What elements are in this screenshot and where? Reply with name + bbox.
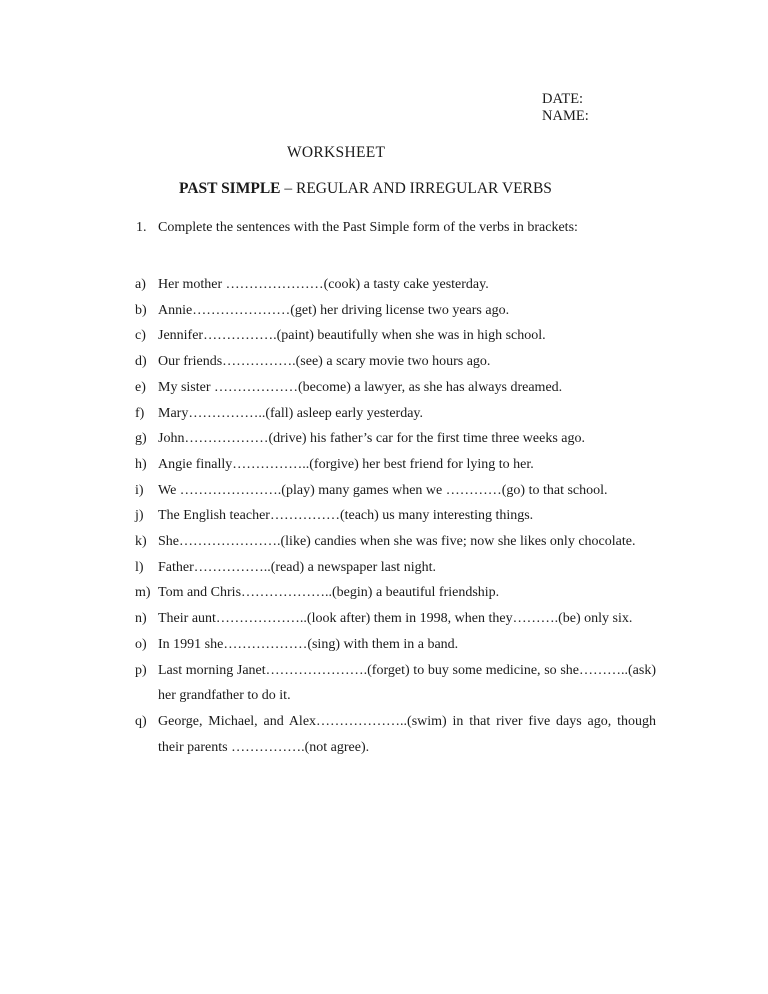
item-text: Their aunt………………..(look after) them in 1998, when they……….(be) only six. — [158, 611, 633, 627]
item-text: My sister ………………(become) a lawyer, as she has always dreamed. — [158, 379, 563, 395]
list-item — [135, 632, 656, 658]
item-text: Mary……………..(fall) asleep early yesterday. — [158, 405, 423, 421]
item-label: b) — [135, 302, 147, 318]
item-text: She………………….(like) candies when she was five; now she likes only chocolate. — [158, 534, 636, 550]
date-label: DATE: — [542, 91, 584, 107]
item-label: c) — [135, 328, 146, 344]
list-item — [135, 323, 656, 349]
list-item — [135, 452, 656, 478]
item-label: n) — [135, 611, 147, 627]
header-fields — [542, 91, 589, 125]
exercise-number: 1. — [136, 220, 147, 235]
item-label: o) — [135, 636, 147, 652]
item-text: Father……………..(read) a newspaper last night. — [158, 559, 436, 575]
list-item — [135, 709, 656, 760]
list-item — [135, 478, 656, 504]
list-item — [135, 555, 656, 581]
subtitle-rest: – REGULAR AND IRREGULAR VERBS — [280, 180, 552, 197]
item-label: k) — [135, 534, 147, 550]
item-text: Tom and Chris………………..(begin) a beautiful friendship. — [158, 585, 500, 601]
item-label: g) — [135, 431, 147, 447]
list-item — [135, 349, 656, 375]
exercise-instruction — [136, 220, 578, 236]
item-text: Our friends…………….(see) a scary movie two hours ago. — [158, 354, 491, 370]
list-item — [135, 272, 656, 298]
item-label: d) — [135, 354, 147, 370]
item-text: George, Michael, and Alex………………..(swim) in that river five days ago, though their parents …………….(not agree). — [158, 713, 656, 755]
item-text: Jennifer…………….(paint) beautifully when she was in high school. — [158, 328, 546, 344]
name-label: NAME: — [542, 108, 589, 124]
item-label: i) — [135, 482, 144, 498]
instruction-text: Complete the sentences with the Past Simple form of the verbs in brackets: — [158, 220, 578, 235]
item-text: We ………………….(play) many games when we …………(go) to that school. — [158, 482, 608, 498]
item-text: John………………(drive) his father’s car for the first time three weeks ago. — [158, 431, 586, 447]
list-item — [135, 401, 656, 427]
item-label: e) — [135, 379, 146, 395]
worksheet-subtitle — [179, 180, 552, 198]
item-label: m) — [135, 585, 151, 601]
list-item — [135, 298, 656, 324]
item-label: a) — [135, 277, 146, 292]
item-text: In 1991 she………………(sing) with them in a band. — [158, 636, 459, 652]
item-label: q) — [135, 713, 147, 729]
item-label: p) — [135, 662, 147, 678]
list-item — [135, 503, 656, 529]
item-label: f) — [135, 405, 145, 421]
list-item — [135, 580, 656, 606]
list-item — [135, 375, 656, 401]
item-label: l) — [135, 559, 144, 575]
item-label: h) — [135, 456, 147, 472]
exercise-items — [135, 272, 656, 760]
item-text: The English teacher……………(teach) us many interesting things. — [158, 508, 534, 524]
item-text: Angie finally……………..(forgive) her best friend for lying to her. — [158, 456, 534, 472]
subtitle-bold: PAST SIMPLE — [179, 180, 281, 197]
item-label: j) — [135, 508, 144, 524]
list-item — [135, 426, 656, 452]
item-text: Her mother …………………(cook) a tasty cake yesterday. — [158, 277, 489, 292]
worksheet-title: WORKSHEET — [287, 144, 386, 161]
list-item — [135, 658, 656, 709]
list-item — [135, 606, 656, 632]
list-item — [135, 529, 656, 555]
item-text: Annie…………………(get) her driving license two years ago. — [158, 302, 510, 318]
item-text: Last morning Janet………………….(forget) to buy some medicine, so she………..(ask) her grandfather to do it. — [158, 662, 656, 704]
